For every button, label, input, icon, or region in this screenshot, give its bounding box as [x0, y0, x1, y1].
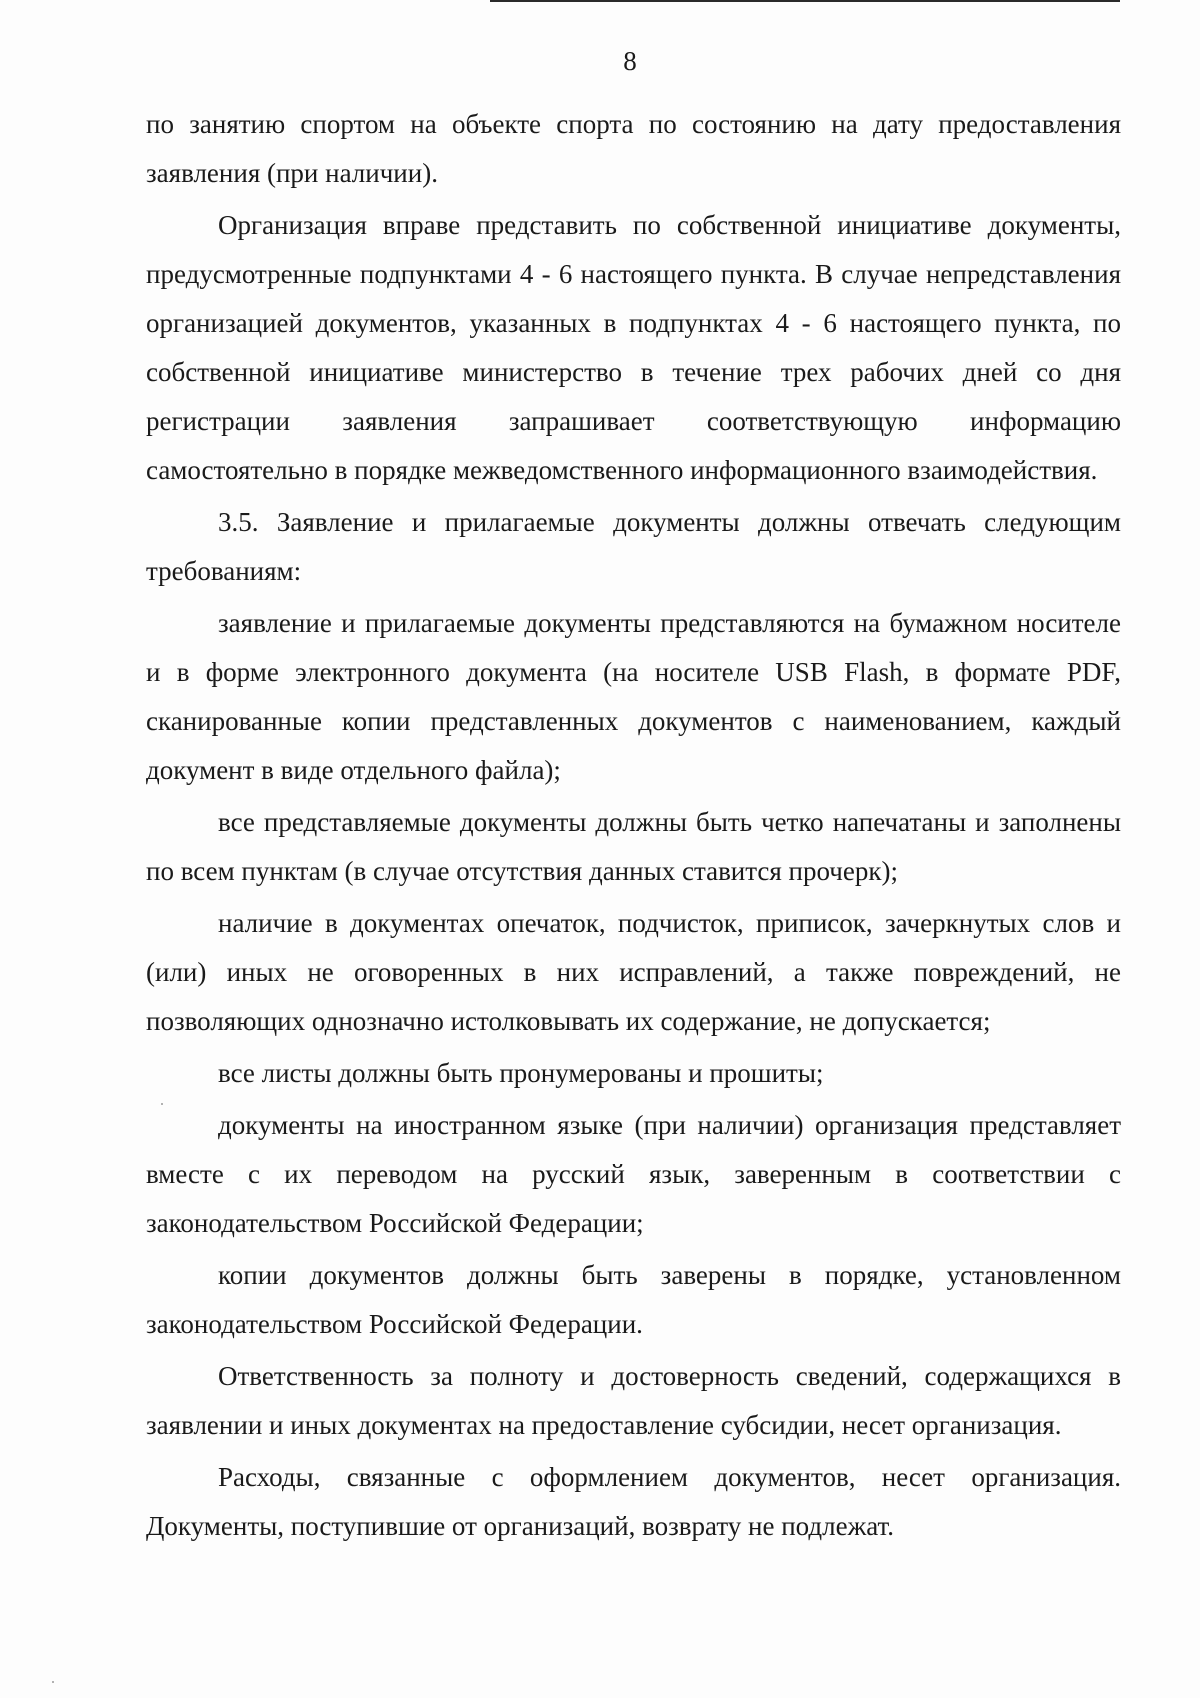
paragraph-optional-documents: Организация вправе представить по собственной инициативе документы, предусмотренные подпунктами 4 - 6 настоящего пункта. В случае непредставления организацией документов, указанных в подпунктах 4 - 6 настоящего пункта, по собственной инициативе министерство в течение трех рабочих дней со дня регистрации заявления запрашивает соответствующую информацию самостоятельно в порядке межведомственного информационного взаимодействия. — [146, 210, 1121, 485]
scan-speck — [52, 1681, 54, 1683]
paragraph-responsibility: Ответственность за полноту и достоверность сведений, содержащихся в заявлении и иных документах на предоставление субсидии, несет организация. — [146, 1361, 1121, 1440]
page-number: 8 — [623, 46, 637, 76]
paragraph-expenses: Расходы, связанные с оформлением документов, несет организация. Документы, поступившие от организаций, возврату не подлежат. — [146, 1462, 1121, 1541]
paragraph-paper-and-electronic: заявление и прилагаемые документы представляются на бумажном носителе и в форме электронного документа (на носителе USB Flash, в формате PDF, сканированные копии представленных документов с наименованием, каждый документ в виде отдельного файла); — [146, 608, 1121, 785]
paragraph-certified-copies: копии документов должны быть заверены в порядке, установленном законодательством Российской Федерации. — [146, 1260, 1121, 1339]
top-border-line — [490, 0, 1120, 2]
scan-speck — [161, 1103, 163, 1105]
paragraph-numbered-and-bound: все листы должны быть пронумерованы и прошиты; — [218, 1058, 824, 1088]
paragraph-foreign-language: документы на иностранном языке (при наличии) организация представляет вместе с их переводом на русский язык, заверенным в соответствии с законодательством Российской Федерации; — [146, 1110, 1121, 1238]
paragraph-requirements-heading: 3.5. Заявление и прилагаемые документы должны отвечать следующим требованиям: — [146, 507, 1121, 586]
paragraph-no-corrections: наличие в документах опечаток, подчисток, приписок, зачеркнутых слов и (или) иных не оговоренных в них исправлений, а также повреждений, не позволяющих однозначно истолковывать их содержание, не допускается; — [146, 908, 1121, 1036]
paragraph-printed-clearly: все представляемые документы должны быть четко напечатаны и заполнены по всем пунктам (в случае отсутствия данных ставится прочерк); — [146, 807, 1121, 886]
document-body — [146, 100, 1121, 1551]
paragraph-continuation: по занятию спортом на объекте спорта по состоянию на дату предоставления заявления (при наличии). — [146, 109, 1121, 188]
